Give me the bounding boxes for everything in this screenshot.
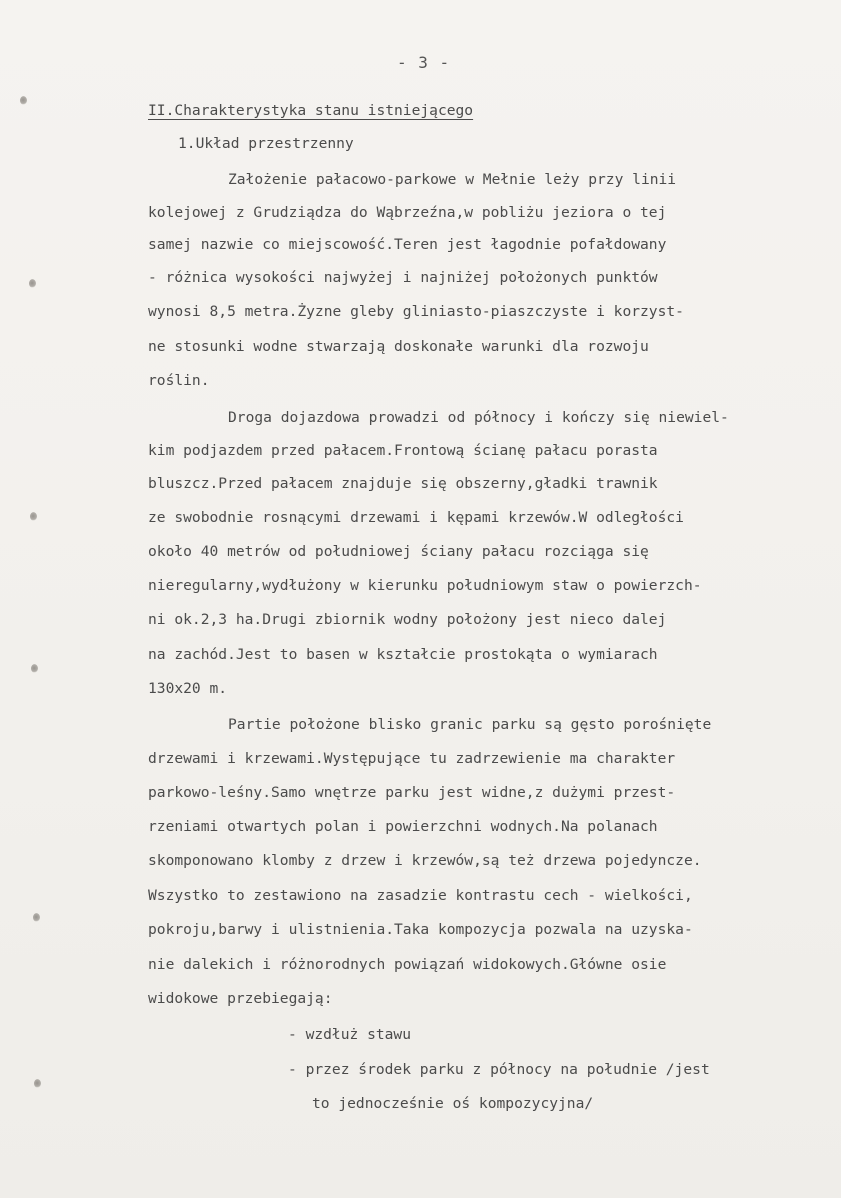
punch-hole (20, 96, 27, 105)
paragraph-line: ze swobodnie rosnącymi drzewami i kępami krzewów.W odległości (148, 509, 684, 526)
list-item: - przez środek parku z północy na południe /jest (288, 1061, 710, 1078)
paragraph-line: wynosi 8,5 metra.Żyzne gleby gliniasto-piaszczyste i korzyst- (148, 303, 684, 320)
paragraph-line: Partie położone blisko granic parku są gęsto porośnięte (228, 716, 712, 733)
paragraph-line: Wszystko to zestawiono na zasadzie kontrastu cech - wielkości, (148, 887, 693, 904)
paragraph-line: na zachód.Jest to basen w kształcie prostokąta o wymiarach (148, 646, 658, 663)
paragraph-line: bluszcz.Przed pałacem znajduje się obszerny,gładki trawnik (148, 475, 658, 492)
list-item-continuation: to jednocześnie oś kompozycyjna/ (312, 1095, 594, 1112)
paragraph-line: rzeniami otwartych polan i powierzchni wodnych.Na polanach (148, 818, 658, 835)
paragraph-line: kim podjazdem przed pałacem.Frontową ścianę pałacu porasta (148, 442, 658, 459)
subsection-heading: 1.Układ przestrzenny (178, 135, 354, 152)
list-item: - wzdłuż stawu (288, 1026, 412, 1043)
paragraph-line: samej nazwie co miejscowość.Teren jest łagodnie pofałdowany (148, 236, 667, 253)
paragraph-line: drzewami i krzewami.Występujące tu zadrzewienie ma charakter (148, 750, 676, 767)
paragraph-line: roślin. (148, 372, 210, 389)
paragraph-line: około 40 metrów od południowej ściany pałacu rozciąga się (148, 543, 649, 560)
punch-hole (33, 913, 40, 922)
paragraph-line: skomponowano klomby z drzew i krzewów,są też drzewa pojedyncze. (148, 852, 702, 869)
paragraph-line: Założenie pałacowo-parkowe w Mełnie leży przy linii (228, 171, 677, 188)
paragraph-line: ne stosunki wodne stwarzają doskonałe warunki dla rozwoju (148, 338, 649, 355)
paragraph-line: kolejowej z Grudziądza do Wąbrzeźna,w pobliżu jeziora o tej (148, 204, 667, 221)
punch-hole (31, 664, 38, 673)
paragraph-line: 130x20 m. (148, 680, 228, 697)
paragraph-line: widokowe przebiegają: (148, 990, 333, 1007)
punch-hole (29, 279, 36, 288)
paragraph-line: pokroju,barwy i ulistnienia.Taka kompozycja pozwala na uzyska- (148, 921, 693, 938)
paragraph-line: - różnica wysokości najwyżej i najniżej położonych punktów (148, 269, 658, 286)
page-number: - 3 - (397, 53, 451, 72)
paragraph-line: nie dalekich i różnorodnych powiązań widokowych.Główne osie (148, 956, 667, 973)
paragraph-line: Droga dojazdowa prowadzi od północy i kończy się niewiel- (228, 409, 729, 426)
section-heading: II.Charakterystyka stanu istniejącego (148, 102, 474, 119)
paragraph-line: nieregularny,wydłużony w kierunku południowym staw o powierzch- (148, 577, 702, 594)
paragraph-line: parkowo-leśny.Samo wnętrze parku jest widne,z dużymi przest- (148, 784, 676, 801)
paragraph-line: ni ok.2,3 ha.Drugi zbiornik wodny położony jest nieco dalej (148, 611, 667, 628)
punch-hole (30, 512, 37, 521)
punch-hole (34, 1079, 41, 1088)
